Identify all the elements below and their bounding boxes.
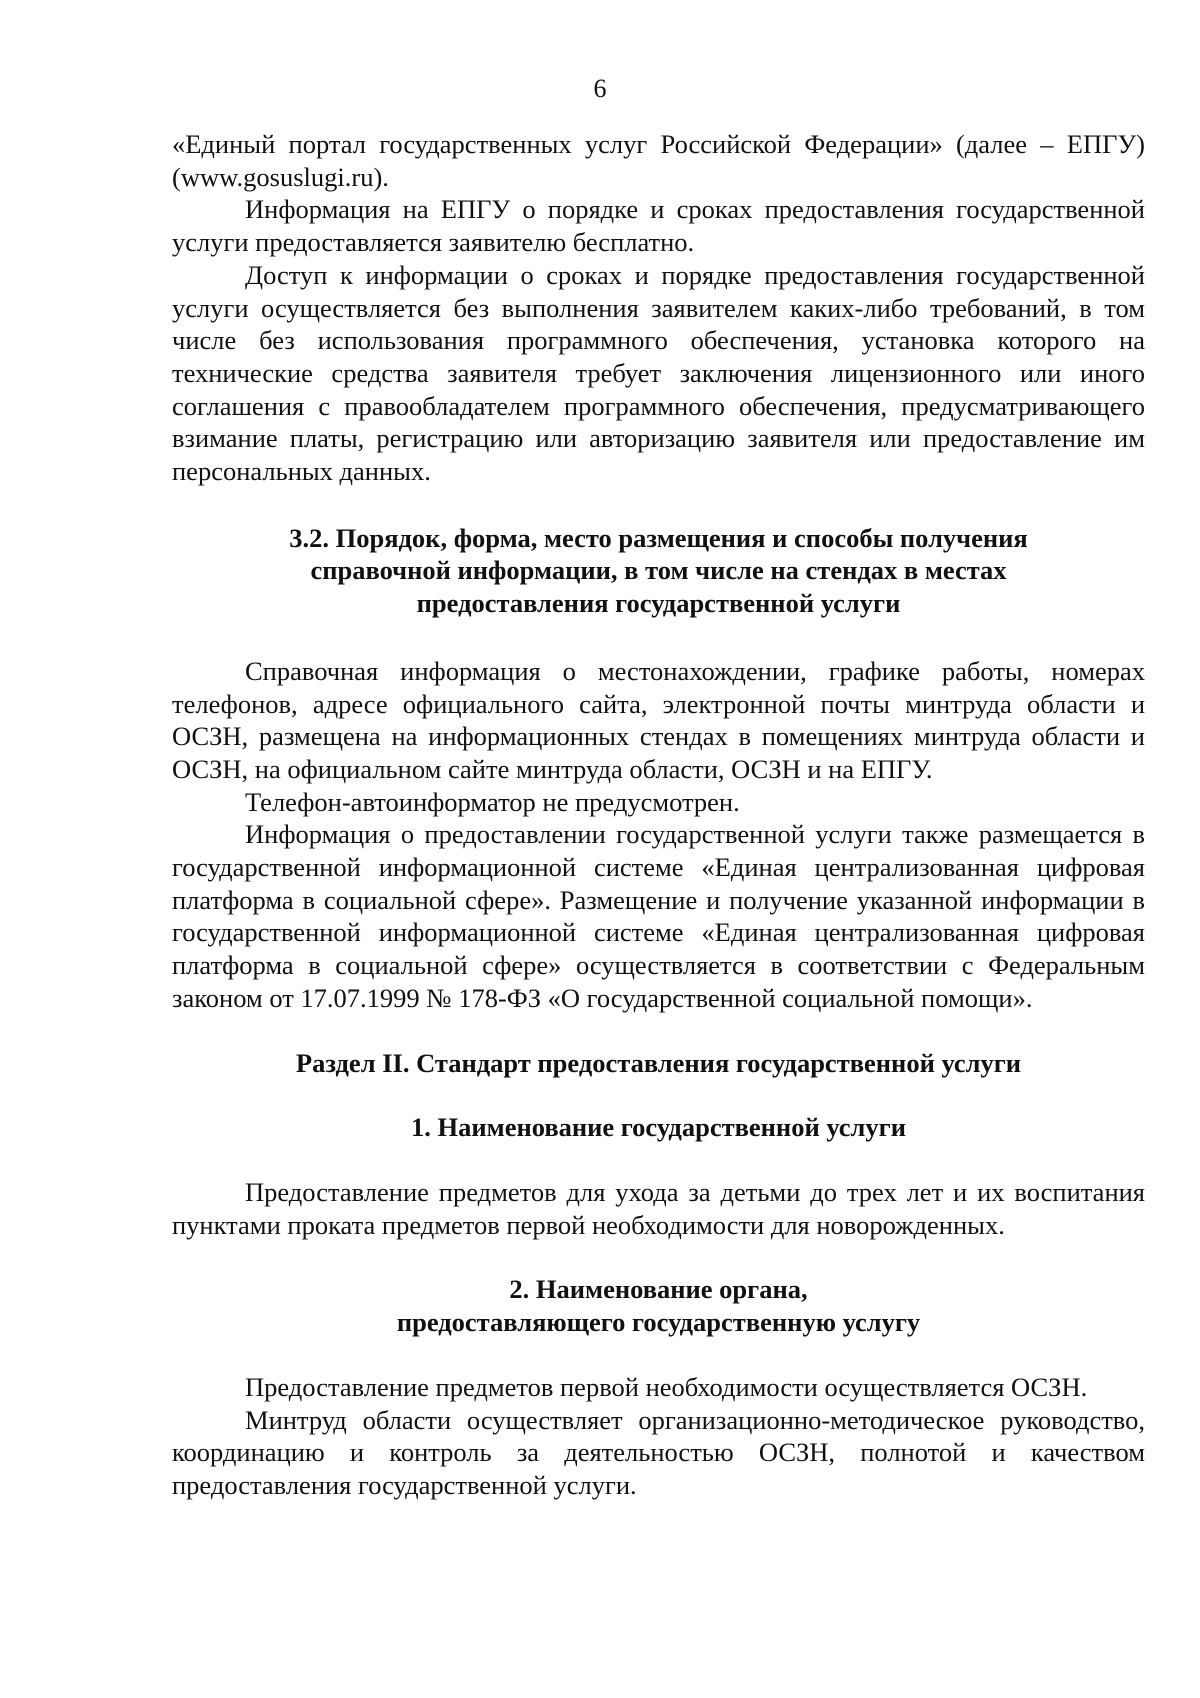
paragraph-mintrud-control: Минтруд области осуществляет организационно-методическое руководство, координацию и контроль за деятельностью ОСЗН, полнотой и качеством предоставления государственной услуги. (172, 1404, 1145, 1500)
paragraph-osszn-provides: Предоставление предметов первой необходимости осуществляется ОСЗН. (245, 1371, 1088, 1402)
paragraph-service-name: Предоставление предметов для ухода за детьми до трех лет и их воспитания пунктами проката предметов первой необходимости для новорожденных. (172, 1176, 1145, 1240)
paragraph-autoinformer: Телефон-автоинформатор не предусмотрен. (245, 786, 740, 817)
heading-line: предоставления государственной услуги (416, 588, 901, 619)
heading-section-2: Раздел II. Стандарт предоставления государственной услуги (295, 1047, 1022, 1078)
heading-section-3-2 (172, 522, 1145, 620)
paragraph-social-platform: Информация о предоставлении государственной услуги также размещается в государственной информационной системе «Единая централизованная цифровая платформа в социальной сфере». Размещение и получение указанной информации в государственной информационной системе «Единая централизованная цифровая платформа в социальной сфере» осуществляется в соответствии с Федеральным законом от 17.07.1999 № 178-ФЗ «О государственной социальной помощи». (172, 819, 1145, 1013)
heading-item-2 (172, 1273, 1145, 1338)
paragraph-epgu-free: Информация на ЕПГУ о порядке и сроках предоставления государственной услуги предоставляется заявителю бесплатно. (172, 194, 1145, 258)
heading-item-1: 1. Наименование государственной услуги (411, 1112, 906, 1143)
heading-line: 2. Наименование органа, (509, 1274, 808, 1305)
paragraph-epgu-name: «Единый портал государственных услуг Российской Федерации» (далее – ЕПГУ) (www.gosuslugi.ru). (172, 129, 1145, 192)
heading-line: справочной информации, в том числе на стендах в местах (310, 555, 1007, 586)
heading-line: предоставляющего государственную услугу (396, 1307, 921, 1338)
document-body (172, 128, 1145, 1502)
paragraph-reference-info: Справочная информация о местонахождении, графике работы, номерах телефонов, адресе официального сайта, электронной почты минтруда области и ОСЗН, размещена на информационных стендах в помещениях минтруда области и ОСЗН, на официальном сайте минтруда области, ОСЗН и на ЕПГУ. (172, 655, 1145, 784)
page-number: 6 (593, 74, 607, 103)
paragraph-access-info: Доступ к информации о сроках и порядке предоставления государственной услуги осуществляется без выполнения заявителем каких-либо требований, в том числе без использования программного обеспечения, установка которого на технические средства заявителя требует заключения лицензионного или иного соглашения с правообладателем программного обеспечения, предусматривающего взимание платы, регистрацию или авторизацию заявителя или предоставление им персональных данных. (172, 259, 1145, 487)
heading-line: 3.2. Порядок, форма, место размещения и способы получения (289, 522, 1028, 553)
